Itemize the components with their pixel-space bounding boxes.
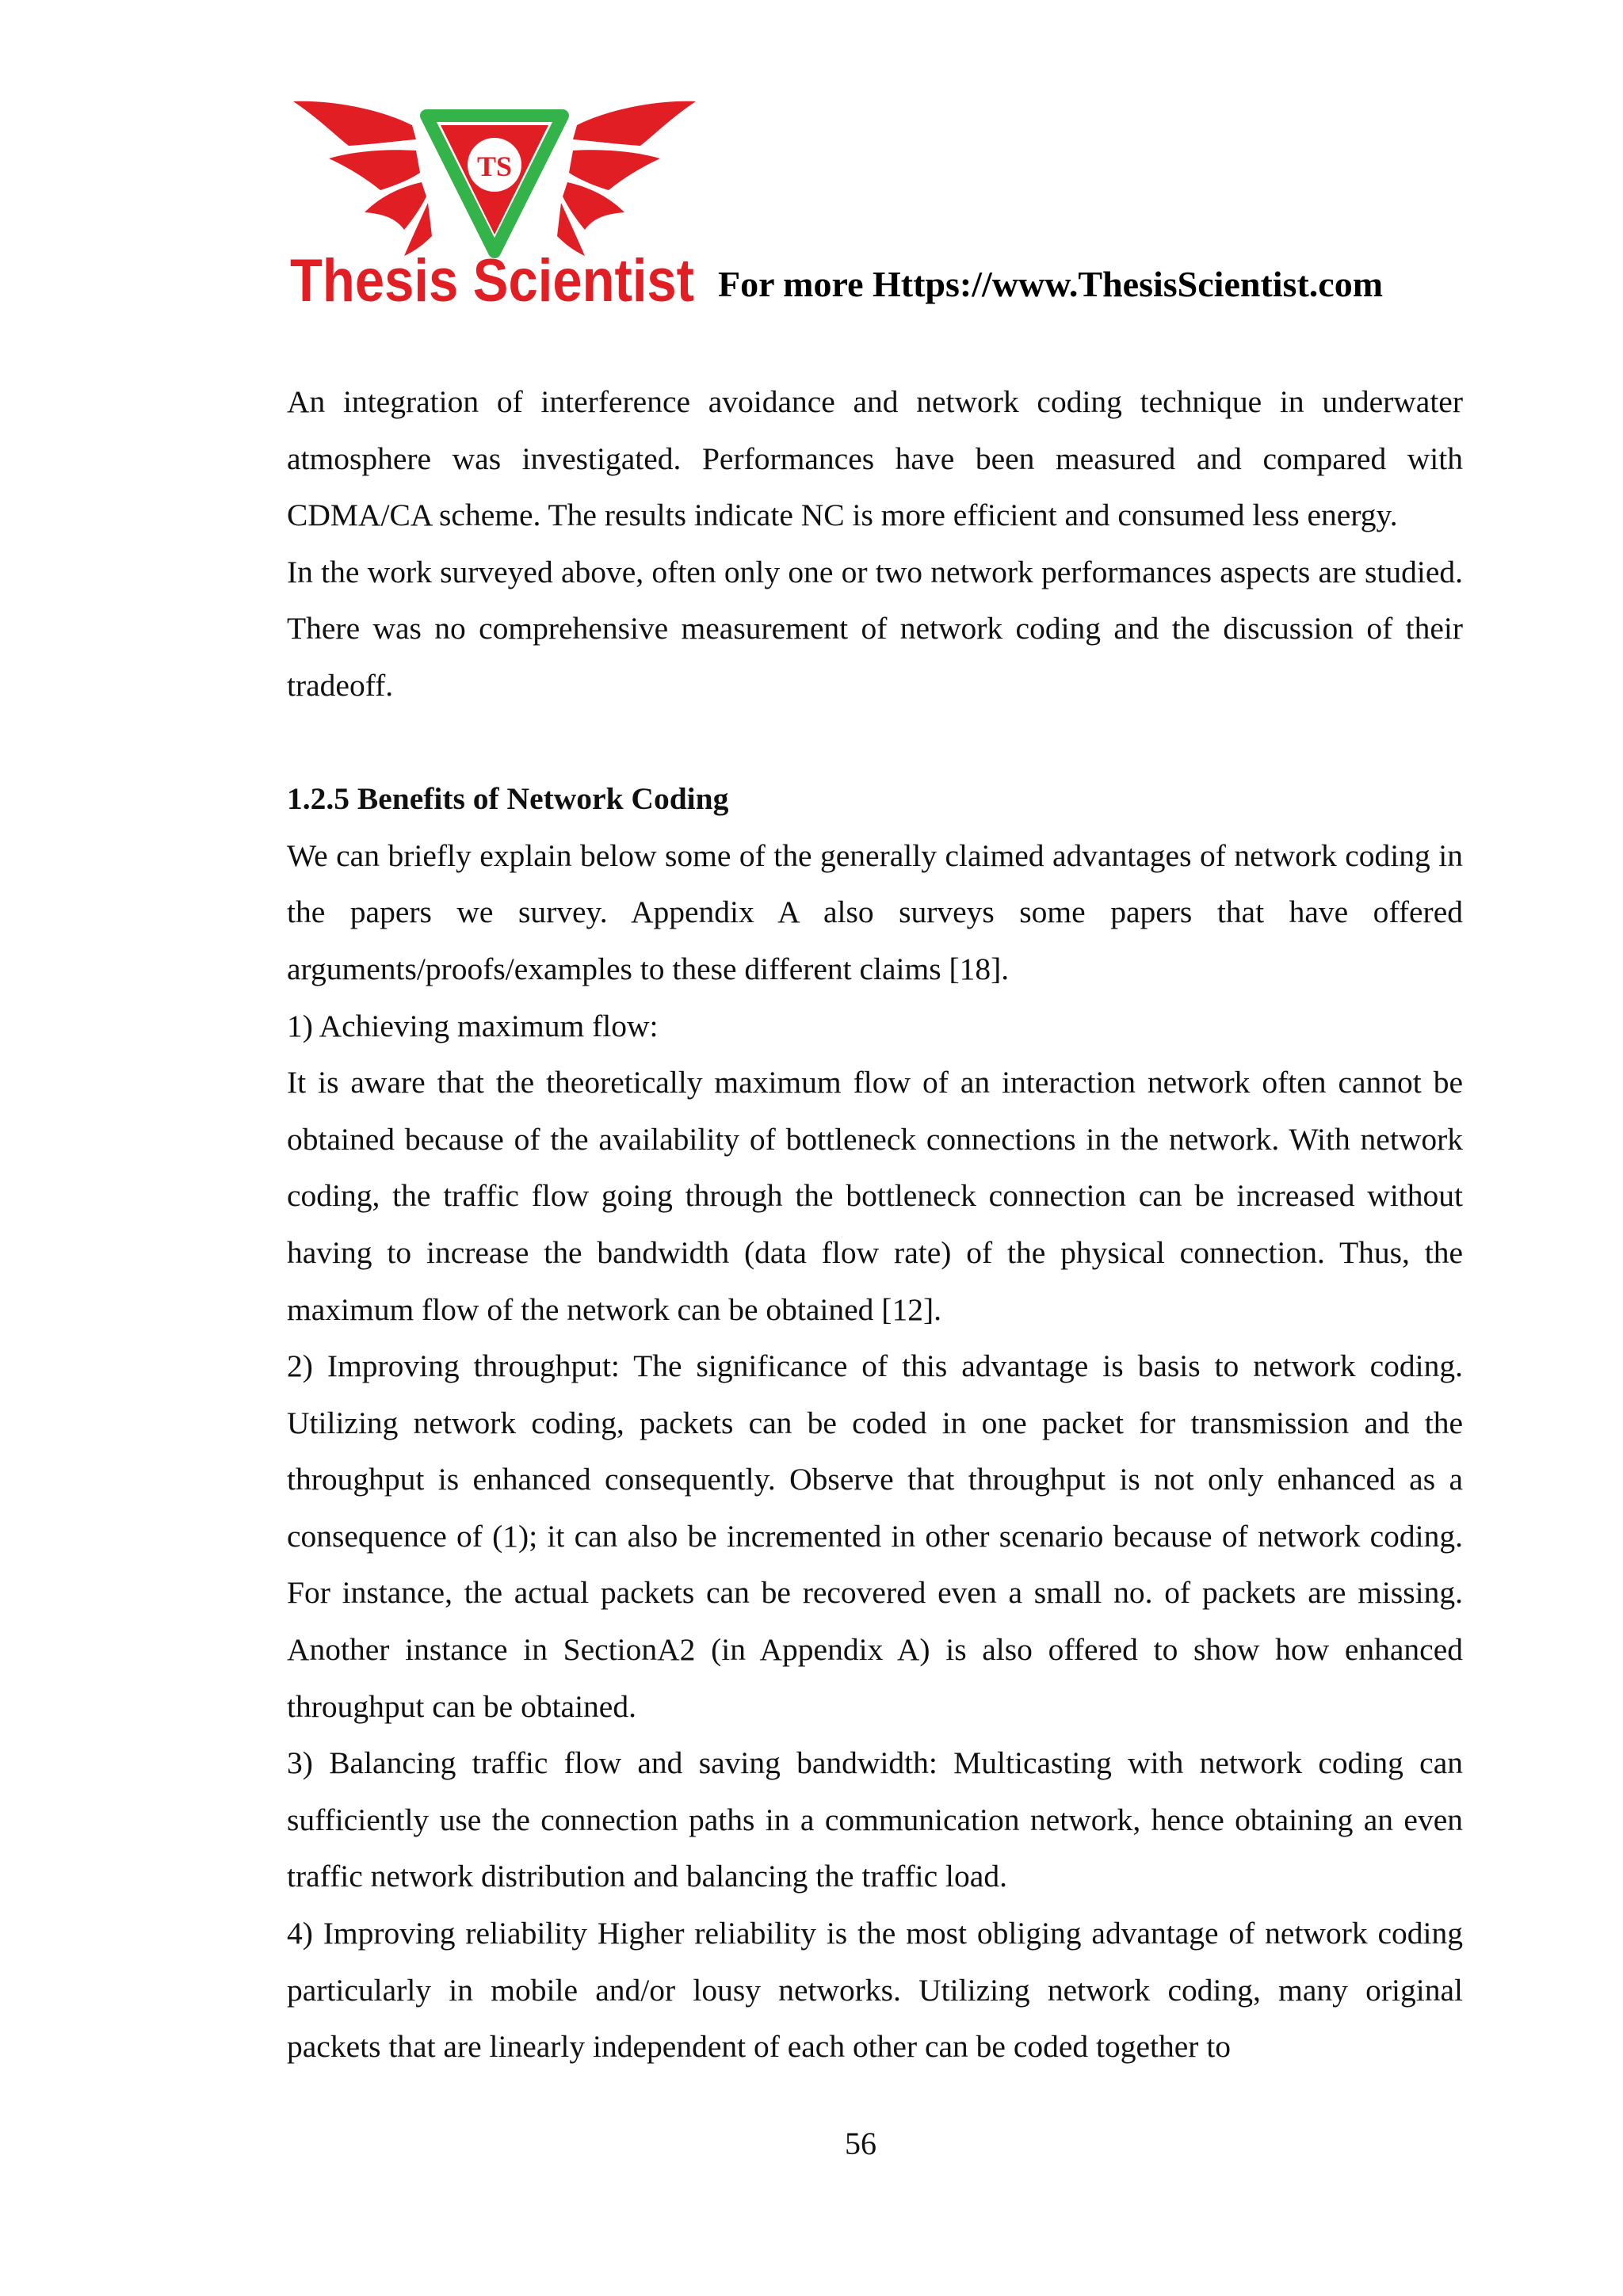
svg-text:Thesis Scientist: Thesis Scientist — [290, 247, 694, 315]
section-heading: 1.2.5 Benefits of Network Coding — [287, 781, 729, 817]
page-body — [287, 374, 1463, 2076]
section-paragraph: 2) Improving throughput: The significance of this advantage is basis to network coding. Utilizing network coding, packets can be coded in one packet for transmission and the throughput is enhanced consequently. Observe that throughput is not only enhanced as a consequence of (1); it can also be incremented in other scenario because of network coding. For instance, the actual packets can be recovered even a small no. of packets are missing. Another instance in SectionA2 (in Appendix A) is also offered to show how enhanced throughput can be obtained. — [287, 1348, 1463, 1724]
intro-paragraph: An integration of interference avoidance and network coding technique in underwater atmosphere was investigated. Performances have been measured and compared with CDMA/CA scheme. The results indicate NC is more efficient and consumed less energy. — [287, 384, 1463, 533]
thesis-scientist-logo — [285, 93, 704, 315]
section-paragraph: We can briefly explain below some of the generally claimed advantages of network coding in the papers we survey. Appendix A also surveys some papers that have offered arguments/proofs/examples to these different claims [18]. — [287, 837, 1463, 986]
section-paragraph: It is aware that the theoretically maximum flow of an interaction network often cannot be obtained because of the availability of bottleneck connections in the network. With network coding, the traffic flow going through the bottleneck connection can be increased without having to increase the bandwidth (data flow rate) of the physical connection. Thus, the maximum flow of the network can be obtained [12]. — [287, 1065, 1463, 1327]
section-paragraph: 4) Improving reliability Higher reliability is the most obliging advantage of network coding particularly in mobile and/or lousy networks. Utilizing network coding, many original packets that are linearly independent of each other can be coded together to — [287, 1916, 1463, 2065]
intro-paragraph: In the work surveyed above, often only one or two network performances aspects are studied. There was no comprehensive measurement of network coding and the discussion of their tradeoff. — [287, 554, 1463, 703]
website-link-text: For more Https://www.ThesisScientist.com — [718, 264, 1384, 304]
svg-text:TS: TS — [476, 151, 513, 182]
section-paragraph: 3) Balancing traffic flow and saving bandwidth: Multicasting with network coding can sufficiently use the connection paths in a communication network, hence obtaining an even traffic network distribution and balancing the traffic load. — [287, 1745, 1463, 1894]
paragraph-gap — [287, 715, 1463, 772]
page-number: 56 — [845, 2126, 876, 2161]
section-paragraph: 1) Achieving maximum flow: — [287, 1008, 659, 1043]
